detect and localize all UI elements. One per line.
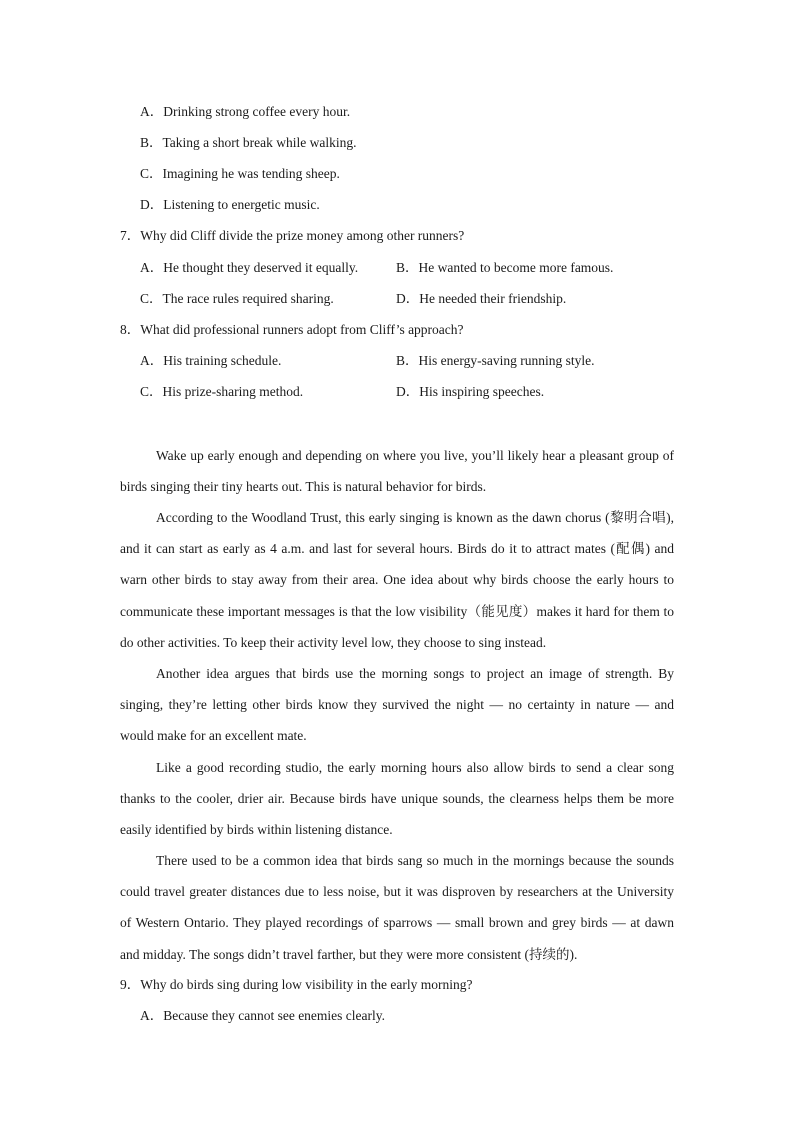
- passage-paragraph-1: Wake up early enough and depending on where you live, you’ll likely hear a pleasant group of birds singing their tiny hearts out. This is natural behavior for birds.: [120, 448, 674, 495]
- q9-option-a: A．Because they cannot see enemies clearly.: [140, 1008, 386, 1023]
- q6-option-a: A．Drinking strong coffee every hour.: [140, 104, 351, 119]
- q8-stem: 8．What did professional runners adopt from Cliff’s approach?: [120, 322, 464, 337]
- q6-option-d: D．Listening to energetic music.: [140, 197, 320, 212]
- q8-option-b: B．His energy-saving running style.: [396, 353, 595, 368]
- passage-paragraph-3: Another idea argues that birds use the morning songs to project an image of strength. By singing, they’re letting other birds know they survived the night — no certainty in nature — and would make for an excellent mate.: [120, 666, 674, 744]
- q7-option-c: C．The race rules required sharing.: [140, 291, 334, 306]
- q8-option-c: C．His prize-sharing method.: [140, 384, 304, 399]
- q8-option-d: D．His inspiring speeches.: [396, 384, 545, 399]
- q7-option-d: D．He needed their friendship.: [396, 291, 567, 306]
- q8-option-a: A．His training schedule.: [140, 353, 282, 368]
- q6-option-c: C．Imagining he was tending sheep.: [140, 166, 340, 181]
- q9-stem: 9．Why do birds sing during low visibility in the early morning?: [120, 977, 473, 992]
- q7-option-b: B．He wanted to become more famous.: [396, 260, 614, 275]
- q7-option-a: A．He thought they deserved it equally.: [140, 260, 359, 275]
- passage-paragraph-2: According to the Woodland Trust, this early singing is known as the dawn chorus (黎明合唱), and it can start as early as 4 a.m. and last for several hours. Birds do it to attract mates (配偶) and warn other birds to stay away from their area. One idea about why birds choose the early hours to communicate these important messages is that the low visibility（能见度）makes it hard for them to do other activities. To keep their activity level low, they choose to sing instead.: [120, 510, 674, 650]
- passage-paragraph-5: There used to be a common idea that birds sang so much in the mornings because the sounds could travel greater distances due to less noise, but it was disproven by researchers at the University of Western Ontario. They played recordings of sparrows — small brown and grey birds — at dawn and midday. The songs didn’t travel farther, but they were more consistent (持续的).: [120, 853, 674, 962]
- q7-stem: 7．Why did Cliff divide the prize money among other runners?: [120, 228, 465, 243]
- q6-option-b: B．Taking a short break while walking.: [140, 135, 357, 150]
- passage-paragraph-4: Like a good recording studio, the early morning hours also allow birds to send a clear song thanks to the cooler, drier air. Because birds have unique sounds, the clearness helps them be more easily identified by birds within listening distance.: [120, 760, 674, 838]
